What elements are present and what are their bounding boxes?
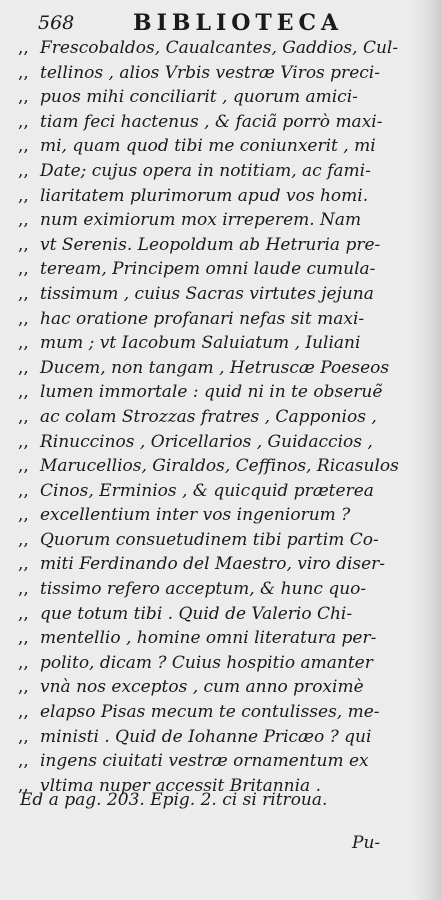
quote-mark: ,, <box>18 431 29 452</box>
text-line <box>18 651 423 676</box>
line-text: liaritatem plurimorum apud vos homi. <box>40 185 369 206</box>
line-text: polito, dicam ? Cuius hospitio amanter <box>40 652 373 673</box>
text-line <box>18 233 423 258</box>
line-text: mi, quam quod tibi me coniunxerit , mi <box>40 136 376 157</box>
quote-mark: ,, <box>18 628 29 649</box>
quote-mark: ,, <box>18 480 29 501</box>
line-text: hac oratione profanari nefas sit maxi- <box>40 308 365 329</box>
line-text: vt Serenis. Leopoldum ab Hetruria pre- <box>40 234 381 255</box>
text-line <box>18 577 423 602</box>
line-text: excellentium inter vos ingeniorum ? <box>40 505 351 526</box>
line-text: tellinos , alios Vrbis vestræ Viros preci- <box>40 62 380 83</box>
text-line <box>18 405 423 430</box>
line-text: puos mihi conciliarit , quorum amici- <box>40 87 358 108</box>
line-text: Ducem, non tangam , Hetruscæ Poeseos <box>40 357 390 378</box>
text-line <box>18 602 423 627</box>
running-head: BIBLIOTECA <box>133 10 344 36</box>
quote-mark: ,, <box>18 259 29 280</box>
quote-mark: ,, <box>18 505 29 526</box>
line-text: Frescobaldos, Caualcantes, Gaddios, Cul- <box>40 38 399 58</box>
line-text: vnà nos exceptos , cum anno proximè <box>40 677 364 698</box>
text-line <box>18 134 423 159</box>
text-line <box>18 184 423 209</box>
quote-mark: ,, <box>18 554 29 575</box>
quote-mark: ,, <box>18 726 29 747</box>
quote-mark: ,, <box>18 456 29 477</box>
quote-mark: ,, <box>18 775 29 796</box>
text-line <box>18 380 423 405</box>
text-line <box>18 430 423 455</box>
text-line <box>18 110 423 135</box>
quote-mark: ,, <box>18 87 29 108</box>
line-text: ministi . Quid de Iohanne Pricæo ? qui <box>40 726 372 747</box>
line-text: ingens ciuitati vestræ ornamentum ex <box>40 751 369 772</box>
text-line <box>18 61 423 86</box>
text-line <box>18 528 423 553</box>
text-line <box>18 503 423 528</box>
text-line <box>18 307 423 332</box>
quote-mark: ,, <box>18 751 29 772</box>
quote-mark: ,, <box>18 702 29 723</box>
text-line <box>18 356 423 381</box>
quote-mark: ,, <box>18 136 29 157</box>
quote-mark: ,, <box>18 111 29 132</box>
postscript-line: Ed a pag. 203. Epig. 2. ci si ritroua. <box>20 790 328 810</box>
line-text: Cinos, Erminios , & quicquid præterea <box>40 480 374 501</box>
text-line <box>18 208 423 233</box>
line-text: miti Ferdinando del Maestro, viro diser- <box>40 554 386 575</box>
text-line <box>18 331 423 356</box>
text-line <box>18 479 423 504</box>
quote-mark: ,, <box>18 603 29 624</box>
text-line <box>18 159 423 184</box>
line-text: vltima nuper accessit Britannia . <box>40 775 321 796</box>
quote-mark: ,, <box>18 160 29 181</box>
line-text: ac colam Strozzas fratres , Capponios , <box>40 406 377 427</box>
text-line <box>18 257 423 282</box>
quote-mark: ,, <box>18 579 29 600</box>
quote-mark: ,, <box>18 283 29 304</box>
quote-mark: ,, <box>18 652 29 673</box>
quote-mark: ,, <box>18 333 29 354</box>
line-text: tiam feci hactenus , & faciã porrò maxi- <box>40 111 383 132</box>
line-text: teream, Principem omni laude cumula- <box>40 259 376 280</box>
line-text: mentellio , homine omni literatura per- <box>40 628 377 649</box>
text-line <box>18 626 423 651</box>
quote-mark: ,, <box>18 62 29 83</box>
line-text: Marucellios, Giraldos, Ceffinos, Ricasulos <box>40 456 399 477</box>
quote-mark: ,, <box>18 357 29 378</box>
text-line <box>18 552 423 577</box>
quote-mark: ,, <box>18 210 29 231</box>
line-text: Rinuccinos , Oricellarios , Guidaccios , <box>40 431 373 452</box>
quote-mark: ,, <box>18 234 29 255</box>
quote-mark: ,, <box>18 185 29 206</box>
line-text: num eximiorum mox irreperem. Nam <box>40 210 362 231</box>
text-line <box>18 700 423 725</box>
quote-mark: ,, <box>18 38 29 58</box>
line-text: mum ; vt Iacobum Saluiatum , Iuliani <box>40 333 361 354</box>
text-line <box>18 675 423 700</box>
line-text: Date; cujus opera in notitiam, ac fami- <box>40 160 371 181</box>
text-line <box>18 454 423 479</box>
text-line <box>18 749 423 774</box>
quote-mark: ,, <box>18 529 29 550</box>
text-line <box>18 282 423 307</box>
text-line <box>18 85 423 110</box>
quote-mark: ,, <box>18 677 29 698</box>
line-text: lumen immortale : quid ni in te obseruẽ <box>40 382 383 403</box>
text-line <box>18 36 423 61</box>
page-number: 568 <box>38 12 75 34</box>
quote-mark: ,, <box>18 308 29 329</box>
line-text: elapso Pisas mecum te contulisses, me- <box>40 702 380 723</box>
text-line <box>18 725 423 750</box>
line-text: tissimo refero acceptum, & hunc quo- <box>40 579 367 600</box>
catchword: Pu- <box>352 833 381 853</box>
line-text: tissimum , cuius Sacras virtutes jejuna <box>40 283 374 304</box>
quote-mark: ,, <box>18 406 29 427</box>
quote-mark: ,, <box>18 382 29 403</box>
body-text <box>18 36 423 798</box>
line-text: Quorum consuetudinem tibi partim Co- <box>40 529 379 550</box>
line-text: que totum tibi . Quid de Valerio Chi- <box>40 603 353 624</box>
